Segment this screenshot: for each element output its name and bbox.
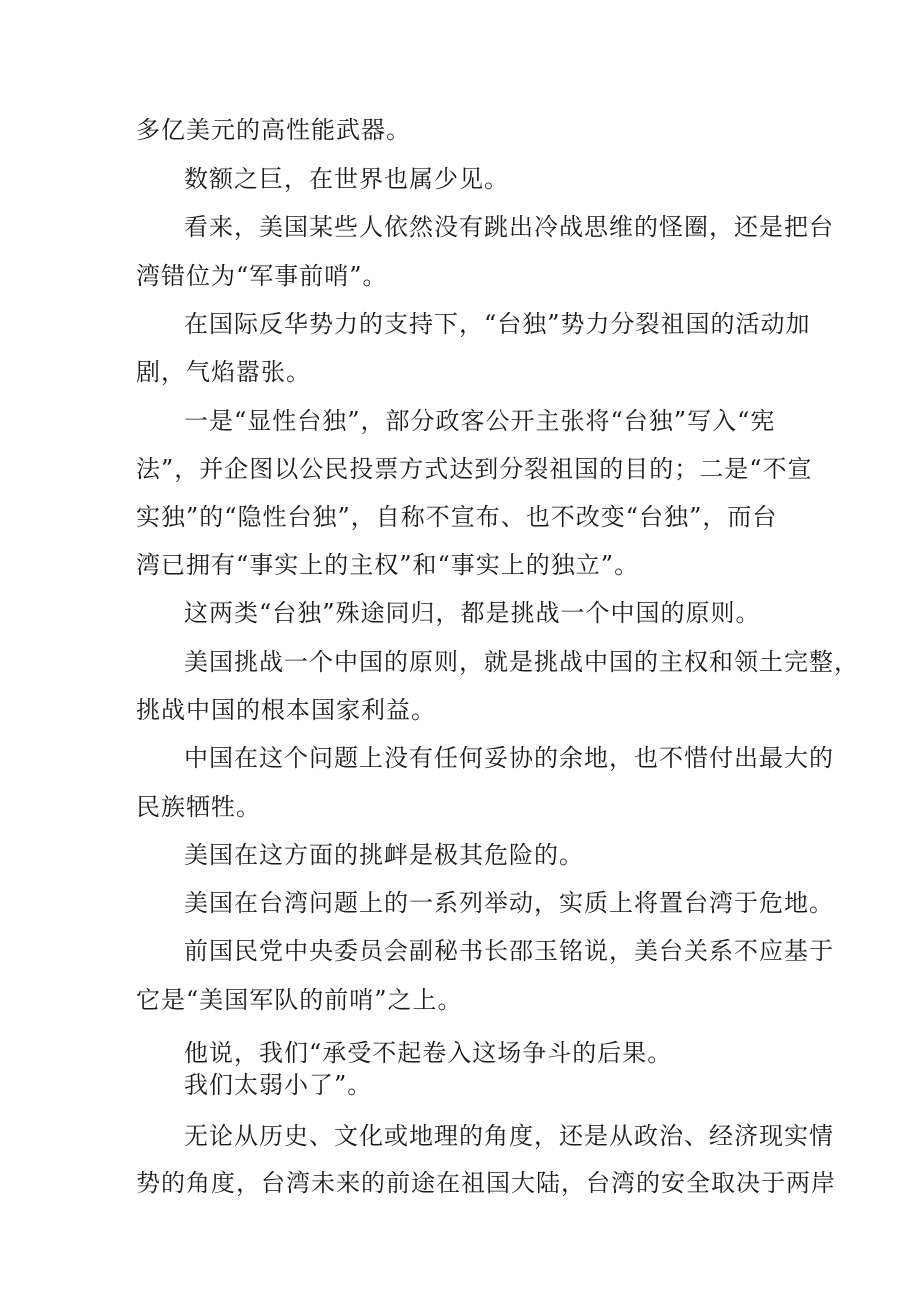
text-line: 数额之巨，在世界也属少见。: [184, 165, 509, 193]
text-line: 一是“显性台独”，部分政客公开主张将“台独”写入“宪: [184, 407, 776, 435]
text-line: 湾已拥有“事实上的主权”和“事实上的独立”。: [136, 551, 640, 579]
text-line: 前国民党中央委员会副秘书长邵玉铭说，美台关系不应基于: [184, 937, 834, 965]
text-line: 他说，我们“承受不起卷入这场争斗的后果。: [184, 1039, 673, 1067]
text-line: 民族牺牲。: [136, 793, 261, 821]
text-line: 中国在这个问题上没有任何妥协的余地，也不惜付出最大的: [184, 744, 834, 772]
text-line: 美国在这方面的挑衅是极其危险的。: [184, 841, 584, 869]
text-line: 这两类“台独”殊途同归，都是挑战一个中国的原则。: [184, 599, 761, 627]
text-line: 挑战中国的根本国家利益。: [136, 696, 436, 724]
text-line: 在国际反华势力的支持下，“台独”势力分裂祖国的活动加: [184, 310, 811, 338]
text-line: 我们太弱小了”。: [184, 1071, 373, 1099]
text-line: 实独”的“隐性台独”，自称不宣布、也不改变“台独”，而台: [136, 503, 778, 531]
text-line: 它是“美国军队的前哨”之上。: [136, 986, 463, 1014]
text-line: 无论从历史、文化或地理的角度，还是从政治、经济现实情: [184, 1122, 834, 1150]
text-line: 法”，并企图以公民投票方式达到分裂祖国的目的；二是“不宣: [136, 455, 813, 483]
text-line: 美国挑战一个中国的原则，就是挑战中国的主权和领土完整，: [184, 648, 859, 676]
text-line: 剧，气焰嚣张。: [136, 358, 311, 386]
text-line: 美国在台湾问题上的一系列举动，实质上将置台湾于危地。: [184, 889, 834, 917]
text-line: 看来，美国某些人依然没有跳出冷战思维的怪圈，还是把台: [184, 213, 834, 241]
text-line: 湾错位为“军事前哨”。: [136, 262, 388, 290]
text-line: 多亿美元的高性能武器。: [136, 116, 411, 144]
text-line: 势的角度，台湾未来的前途在祖国大陆，台湾的安全取决于两岸: [136, 1169, 836, 1197]
